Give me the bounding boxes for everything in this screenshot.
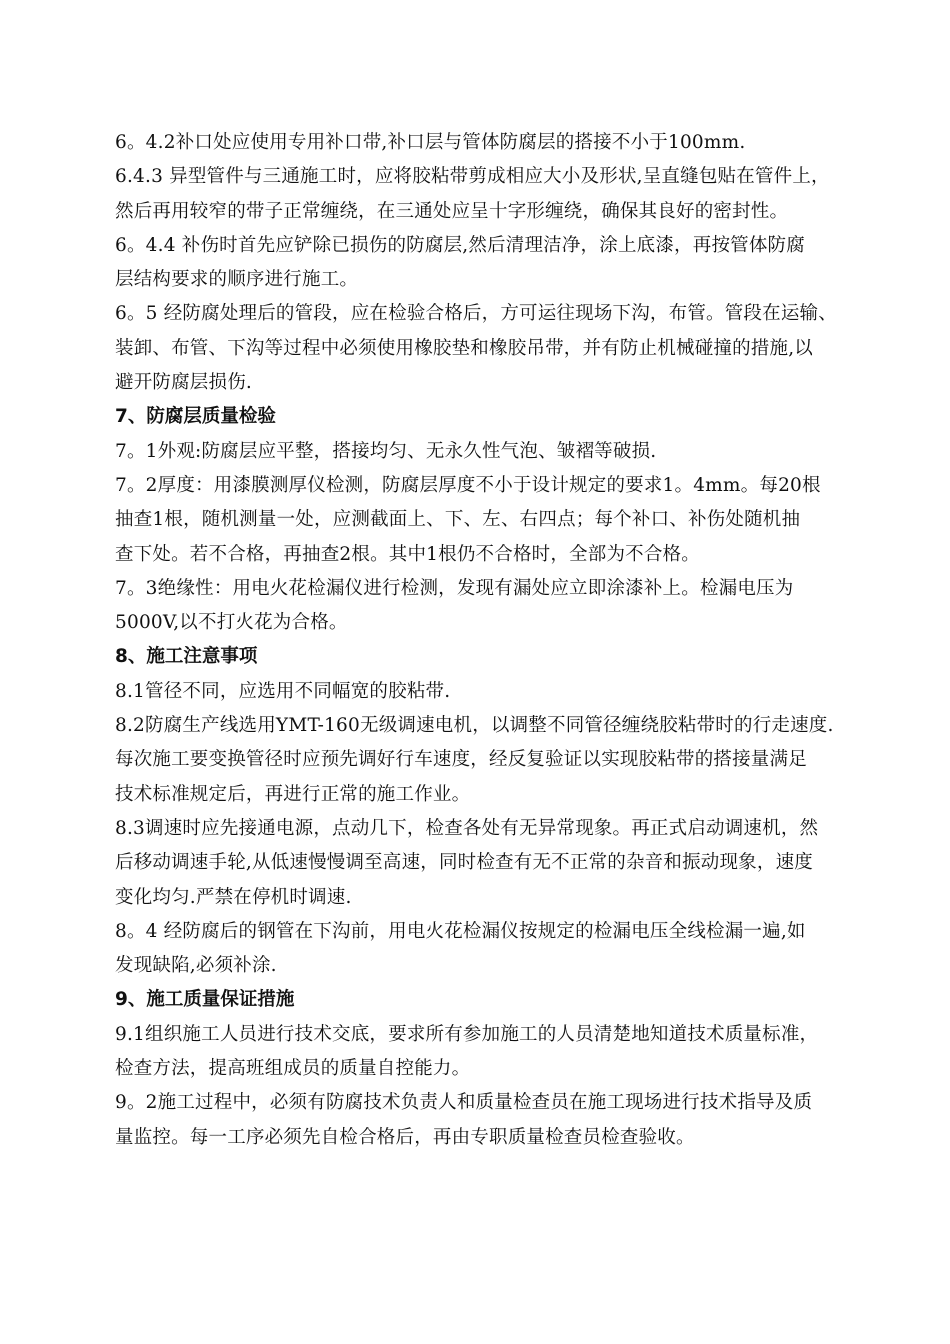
text-line: 8。4 经防腐后的钢管在下沟前，用电火花检漏仪按规定的检漏电压全线检漏一遍,如 — [115, 920, 806, 942]
text-line: 8.2防腐生产线选用YMT-160无级调速电机，以调整不同管径缠绕胶粘带时的行走速度. — [115, 715, 834, 737]
text-line: 检查方法，提高班组成员的质量自控能力。 — [115, 1058, 471, 1080]
text-line: 7。1外观:防腐层应平整，搭接均匀、无永久性气泡、皱褶等破损. — [115, 440, 657, 462]
text-line: 6。5 经防腐处理后的管段，应在检验合格后，方可运往现场下沟，布管。管段在运输、 — [115, 303, 837, 325]
text-line: 7。2厚度：用漆膜测厚仪检测，防腐层厚度不小于设计规定的要求1。4mm。每20根 — [115, 474, 821, 496]
document-body — [115, 126, 845, 1155]
text-line: 抽查1根，随机测量一处，应测截面上、下、左、右四点；每个补口、补伤处随机抽 — [115, 509, 801, 531]
text-line: 后移动调速手轮,从低速慢慢调至高速，同时检查有无不正常的杂音和振动现象，速度 — [115, 852, 813, 874]
section-heading: 7、防腐层质量检验 — [115, 406, 276, 428]
text-line: 5000V,以不打火花为合格。 — [115, 612, 348, 634]
text-line: 装卸、布管、下沟等过程中必须使用橡胶垫和橡胶吊带，并有防止机械碰撞的措施,以 — [115, 337, 813, 359]
section-heading: 9、施工质量保证措施 — [115, 989, 295, 1011]
text-line: 层结构要求的顺序进行施工。 — [115, 269, 359, 291]
text-line: 然后再用较窄的带子正常缠绕，在三通处应呈十字形缠绕，确保其良好的密封性。 — [115, 200, 789, 222]
text-line: 6.4.3 异型管件与三通施工时，应将胶粘带剪成相应大小及形状,呈直缝包贴在管件上， — [115, 166, 830, 188]
text-line: 6。4.4 补伤时首先应铲除已损伤的防腐层,然后清理洁净，涂上底漆，再按管体防腐 — [115, 234, 805, 256]
text-line: 量监控。每一工序必须先自检合格后，再由专职质量检查员检查验收。 — [115, 1126, 695, 1148]
text-line: 发现缺陷,必须补涂. — [115, 955, 277, 977]
text-line: 查下处。若不合格，再抽查2根。其中1根仍不合格时，全部为不合格。 — [115, 543, 700, 565]
text-line: 9.1组织施工人员进行技术交底，要求所有参加施工的人员清楚地知道技术质量标准， — [115, 1023, 819, 1045]
text-line: 7。3绝缘性：用电火花检漏仪进行检测，发现有漏处应立即涂漆补上。检漏电压为 — [115, 577, 794, 599]
text-line: 避开防腐层损伤. — [115, 372, 252, 394]
text-line: 8.3调速时应先接通电源，点动几下，检查各处有无异常现象。再正式启动调速机，然 — [115, 817, 819, 839]
section-heading: 8、施工注意事项 — [115, 646, 258, 668]
text-line: 9。2施工过程中，必须有防腐技术负责人和质量检查员在施工现场进行技术指导及质 — [115, 1092, 813, 1114]
text-line: 变化均匀.严禁在停机时调速. — [115, 886, 352, 908]
text-line: 技术标准规定后，再进行正常的施工作业。 — [115, 783, 471, 805]
text-line: 8.1管径不同，应选用不同幅宽的胶粘带. — [115, 680, 451, 702]
text-line: 6。4.2补口处应使用专用补口带,补口层与管体防腐层的搭接不小于100mm. — [115, 132, 746, 153]
text-line: 每次施工要变换管径时应预先调好行车速度，经反复验证以实现胶粘带的搭接量满足 — [115, 749, 807, 771]
